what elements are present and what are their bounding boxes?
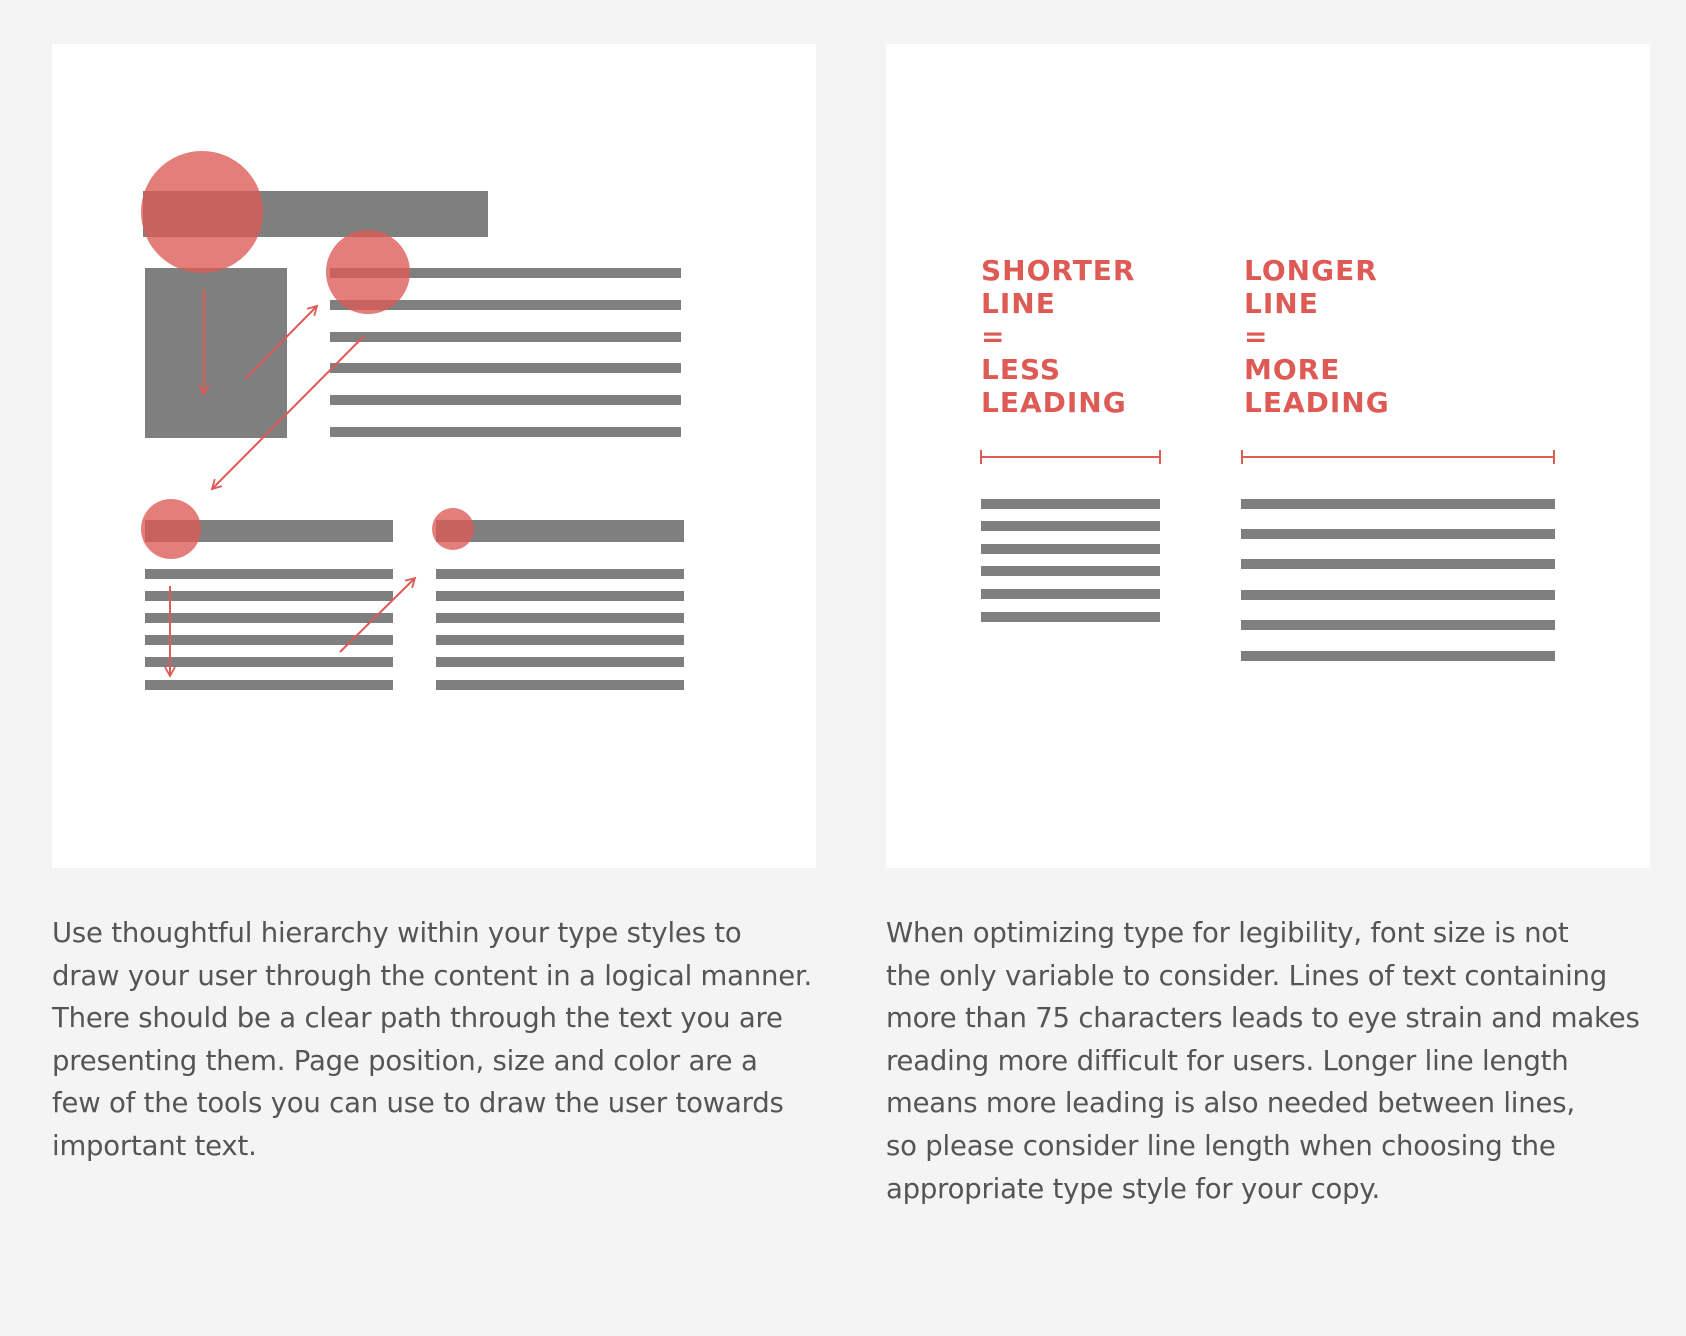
longer-measure-bracket <box>1242 450 1554 464</box>
focus-circle-small-right <box>432 508 474 550</box>
longer-line-label <box>1244 254 1390 419</box>
caption-line: reading more difficult for users. Longer line length <box>886 1044 1569 1077</box>
focus-circle-medium <box>326 230 410 314</box>
caption-line: Use thoughtful hierarchy within your type styles to <box>52 917 742 949</box>
legibility-caption <box>886 912 1666 1210</box>
leading-diagram <box>886 44 1650 868</box>
shorter-label-line-5: LEADING <box>981 386 1127 419</box>
text-column-bottom-left <box>145 569 393 690</box>
caption-line: so please consider line length when choosing the <box>886 1129 1556 1162</box>
shorter-line-label <box>981 254 1146 419</box>
focus-circle-small-left <box>141 499 201 559</box>
hierarchy-diagram-card <box>52 44 816 868</box>
shorter-label-line-3: = <box>981 320 1006 353</box>
hierarchy-diagram <box>52 44 816 868</box>
longer-label-line-5: LEADING <box>1244 386 1390 419</box>
short-text-block <box>981 499 1160 622</box>
caption-line: appropriate type style for your copy. <box>886 1172 1381 1205</box>
long-text-block <box>1241 499 1555 661</box>
caption-line: important text. <box>52 1129 257 1162</box>
focus-circle-large <box>141 151 263 273</box>
longer-label-line-4: MORE <box>1244 353 1341 386</box>
shorter-label-line-2: LINE <box>981 287 1056 320</box>
image-block <box>145 268 287 438</box>
shorter-measure-bracket <box>981 450 1160 464</box>
longer-label-line-2: LINE <box>1244 287 1319 320</box>
longer-label-line-3: = <box>1244 320 1269 353</box>
caption-line: the only variable to consider. Lines of text containing <box>886 959 1608 992</box>
leading-diagram-card <box>886 44 1650 868</box>
caption-line: means more leading is also needed between lines, <box>886 1087 1575 1120</box>
caption-line: There should be a clear path through the text you are <box>52 1002 783 1035</box>
caption-line: presenting them. Page position, size and color are a <box>52 1044 758 1077</box>
shorter-label-line-4: LESS <box>981 353 1062 386</box>
hierarchy-caption <box>52 912 822 1168</box>
caption-line: few of the tools you can use to draw the user towards <box>52 1087 784 1120</box>
shorter-label-line-1: SHORTER <box>981 254 1136 287</box>
caption-line: When optimizing type for legibility, font size is not <box>886 917 1569 949</box>
caption-line: draw your user through the content in a logical manner. <box>52 959 813 992</box>
longer-label-line-1: LONGER <box>1244 254 1378 287</box>
caption-line: more than 75 characters leads to eye strain and makes <box>886 1002 1640 1035</box>
text-column-bottom-right <box>436 569 684 690</box>
